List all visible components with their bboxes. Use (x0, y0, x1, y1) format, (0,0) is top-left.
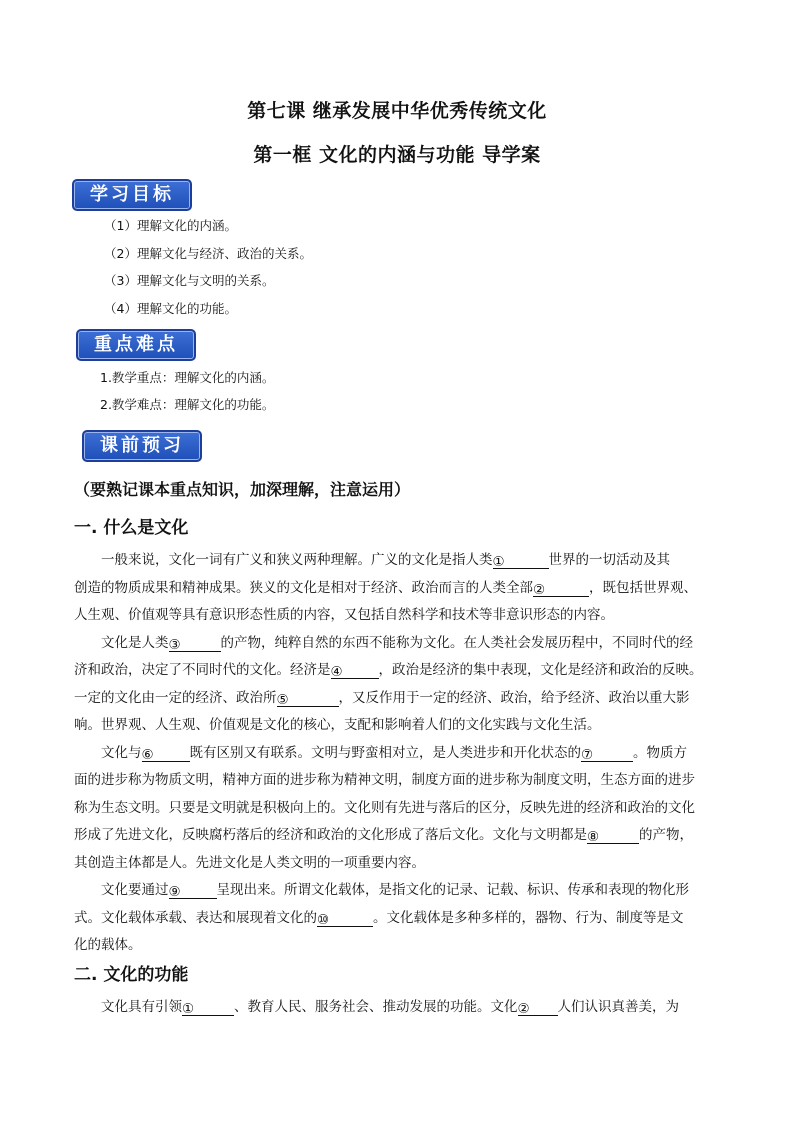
fill-blank[interactable]: ⑦ (581, 747, 633, 762)
keypoint-item: 1.教学重点：理解文化的内涵。 (100, 370, 275, 385)
objective-item: （1）理解文化的内涵。 (104, 218, 237, 233)
preview-badge: 课前预习 (82, 430, 202, 462)
text-line: 形成了先进文化，反映腐朽落后的经济和政治的文化形成了落后文化。文化与文明都是⑧ 的产物， (74, 827, 693, 845)
text-line: 式。文化载体承载、表达和展现着文化的⑩ 。文化载体是多种多样的，器物、行为、制度等是文 (74, 910, 684, 928)
section-heading: 二. 文化的功能 (74, 965, 189, 985)
fill-blank[interactable]: ② (518, 1001, 558, 1016)
fill-blank[interactable]: ⑩ (317, 912, 373, 927)
lesson-title: 第七课 继承发展中华优秀传统文化 (247, 100, 547, 122)
objective-item: （4）理解文化的功能。 (104, 301, 237, 316)
fill-blank[interactable]: ① (493, 554, 549, 569)
text-line: 化的载体。 (74, 937, 142, 953)
text-line: 称为生态文明。只要是文明就是积极向上的。文化则有先进与落后的区分，反映先进的经济和政治的文化 (74, 800, 695, 816)
fill-blank[interactable]: ② (533, 582, 589, 597)
section-heading: 一. 什么是文化 (74, 518, 189, 538)
text-line: 面的进步称为物质文明，精神方面的进步称为精神文明，制度方面的进步称为制度文明，生态方面的进步 (74, 772, 695, 788)
keypoints-badge: 重点难点 (76, 329, 196, 361)
fill-blank[interactable]: ⑨ (169, 884, 217, 899)
lesson-subtitle: 第一框 文化的内涵与功能 导学案 (253, 144, 541, 166)
text-line: 文化与⑥ 既有区别又有联系。文明与野蛮相对立，是人类进步和开化状态的⑦ 。物质方 (74, 745, 687, 763)
keypoint-item: 2.教学难点：理解文化的功能。 (100, 397, 275, 412)
fill-blank[interactable]: ⑧ (587, 829, 639, 844)
fill-blank[interactable]: ① (182, 1001, 234, 1016)
text-line: 文化具有引领① 、教育人民、服务社会、推动发展的功能。文化② 人们认识真善美，为 (74, 999, 679, 1017)
fill-blank[interactable]: ③ (169, 637, 221, 652)
text-line: 一般来说，文化一词有广义和狭义两种理解。广义的文化是指人类① 世界的一切活动及其 (74, 552, 670, 570)
text-line: 响。世界观、人生观、价值观是文化的核心，支配和影响着人们的文化实践与文化生活。 (74, 717, 601, 733)
text-line: 其创造主体都是人。先进文化是人类文明的一项重要内容。 (74, 855, 425, 871)
text-line: 人生观、价值观等具有意识形态性质的内容，又包括自然科学和技术等非意识形态的内容。 (74, 607, 614, 623)
objective-item: （3）理解文化与文明的关系。 (104, 273, 275, 288)
fill-blank[interactable]: ⑤ (277, 692, 339, 707)
objectives-badge: 学习目标 (72, 179, 192, 211)
text-line: 一定的文化由一定的经济、政治所⑤ ，又反作用于一定的经济、政治，给予经济、政治以重大影 (74, 690, 690, 708)
text-line: 创造的物质成果和精神成果。狭义的文化是相对于经济、政治而言的人类全部② ，既包括世界观、 (74, 580, 697, 598)
text-line: 文化是人类③ 的产物，纯粹自然的东西不能称为文化。在人类社会发展历程中，不同时代的经 (74, 635, 693, 653)
text-line: 文化要通过⑨ 呈现出来。所谓文化载体，是指文化的记录、记载、标识、传承和表现的物化形 (74, 882, 689, 900)
study-note: （要熟记课本重点知识，加深理解，注意运用） (74, 480, 411, 499)
fill-blank[interactable]: ⑥ (142, 747, 190, 762)
objective-item: （2）理解文化与经济、政治的关系。 (104, 246, 312, 261)
text-line: 济和政治，决定了不同时代的文化。经济是④ ，政治是经济的集中表现，文化是经济和政治的反映。 (74, 662, 703, 680)
fill-blank[interactable]: ④ (331, 664, 379, 679)
